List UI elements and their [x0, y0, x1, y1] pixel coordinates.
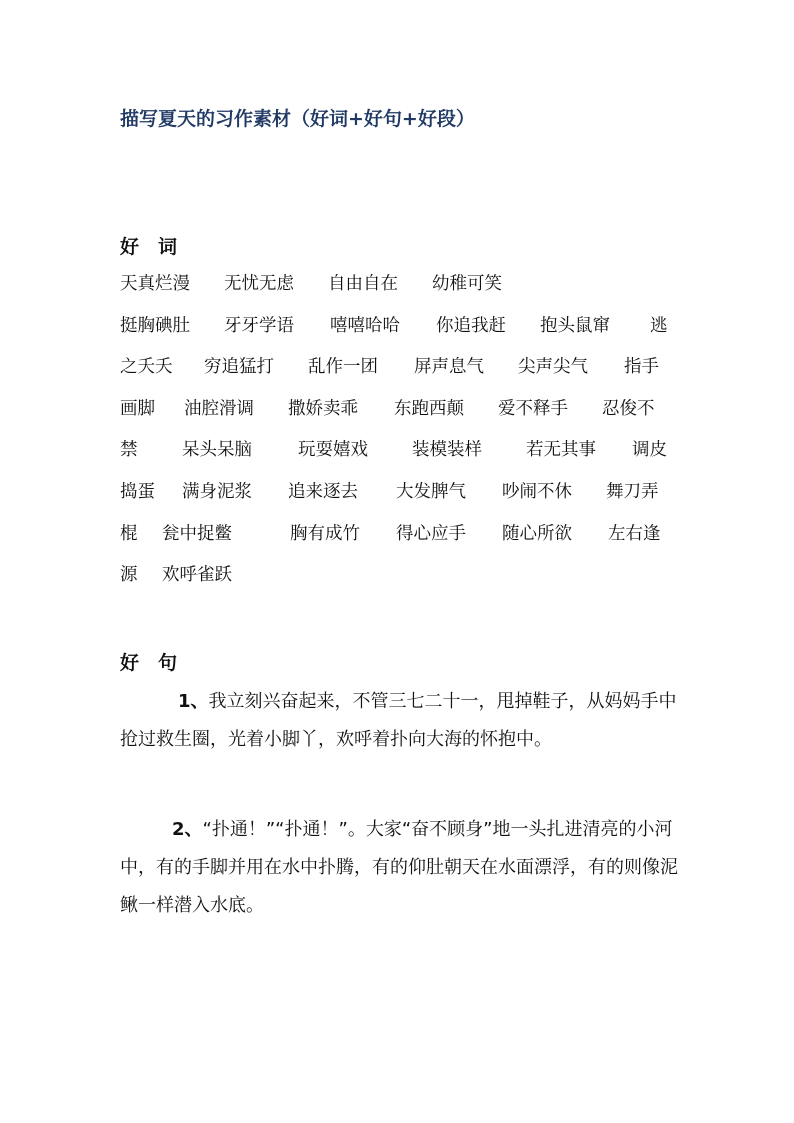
sentences-section-heading: 好句	[120, 652, 197, 674]
word: 大发脾气	[396, 481, 466, 502]
word: 指手	[624, 357, 659, 378]
sentence-text: “扑通！”“扑通！”。大家“奋不顾身”地一头扎进清亮的小河中，有的手脚并用在水中扑腾，有的仰肚朝天在水面漂浮，有的则像泥鳅一样潜入水底。	[120, 819, 678, 916]
word: 挺胸碘肚	[120, 315, 190, 336]
words-line	[120, 264, 680, 306]
word: 东跑西颠	[394, 398, 464, 419]
word: 逃	[650, 315, 668, 336]
sentence-number: 1、	[178, 691, 209, 712]
word: 撒娇卖乖	[288, 398, 358, 419]
word: 屏声息气	[414, 357, 484, 378]
word: 油腔滑调	[184, 398, 254, 419]
word: 满身泥浆	[182, 481, 252, 502]
word: 装模装样	[412, 440, 482, 461]
word: 穷追猛打	[204, 357, 274, 378]
words-line	[120, 430, 680, 472]
word: 源	[120, 565, 138, 586]
word: 乱作一团	[308, 357, 378, 378]
word: 吵闹不休	[502, 481, 572, 502]
word: 忍俊不	[602, 398, 655, 419]
words-line	[120, 347, 680, 389]
word: 牙牙学语	[224, 315, 294, 336]
word: 捣蛋	[120, 481, 155, 502]
words-line	[120, 389, 680, 431]
word: 爱不释手	[498, 398, 568, 419]
word: 无忧无虑	[224, 274, 294, 294]
word: 尖声尖气	[518, 357, 588, 378]
word: 自由自在	[328, 274, 398, 294]
sentence-item	[120, 811, 680, 925]
page-title: 描写夏天的习作素材（好词+好句+好段）	[120, 108, 475, 130]
word: 舞刀弄	[606, 481, 659, 502]
sentence-text: 我立刻兴奋起来，不管三七二十一，甩掉鞋子，从妈妈手中抢过救生圈，光着小脚丫，欢呼着扑向大海的怀抱中。	[120, 691, 677, 750]
word: 禁	[120, 440, 138, 461]
sentence-item	[120, 683, 680, 759]
words-line	[120, 555, 680, 597]
word: 得心应手	[396, 523, 466, 544]
word: 呆头呆脑	[182, 440, 252, 461]
words-line	[120, 514, 680, 556]
word: 若无其事	[526, 440, 596, 461]
sentence-number: 2、	[172, 819, 203, 840]
words-list	[120, 264, 680, 597]
word: 之夭夭	[120, 357, 173, 378]
words-line	[120, 472, 680, 514]
word: 追来逐去	[288, 481, 358, 502]
word: 玩耍嬉戏	[298, 440, 368, 461]
word: 棍	[120, 523, 138, 544]
word: 胸有成竹	[290, 523, 360, 544]
word: 天真烂漫	[120, 274, 190, 294]
word: 随心所欲	[502, 523, 572, 544]
words-line	[120, 306, 680, 348]
word: 左右逢	[608, 523, 661, 544]
word: 你追我赶	[436, 315, 506, 336]
word: 调皮	[632, 440, 667, 461]
word: 幼稚可笑	[432, 274, 502, 294]
word: 欢呼雀跃	[162, 565, 232, 586]
word: 抱头鼠窜	[540, 315, 610, 336]
words-section-heading: 好词	[120, 236, 197, 258]
word: 嘻嘻哈哈	[330, 315, 400, 336]
word: 瓮中捉鳖	[162, 523, 232, 544]
word: 画脚	[120, 398, 155, 419]
